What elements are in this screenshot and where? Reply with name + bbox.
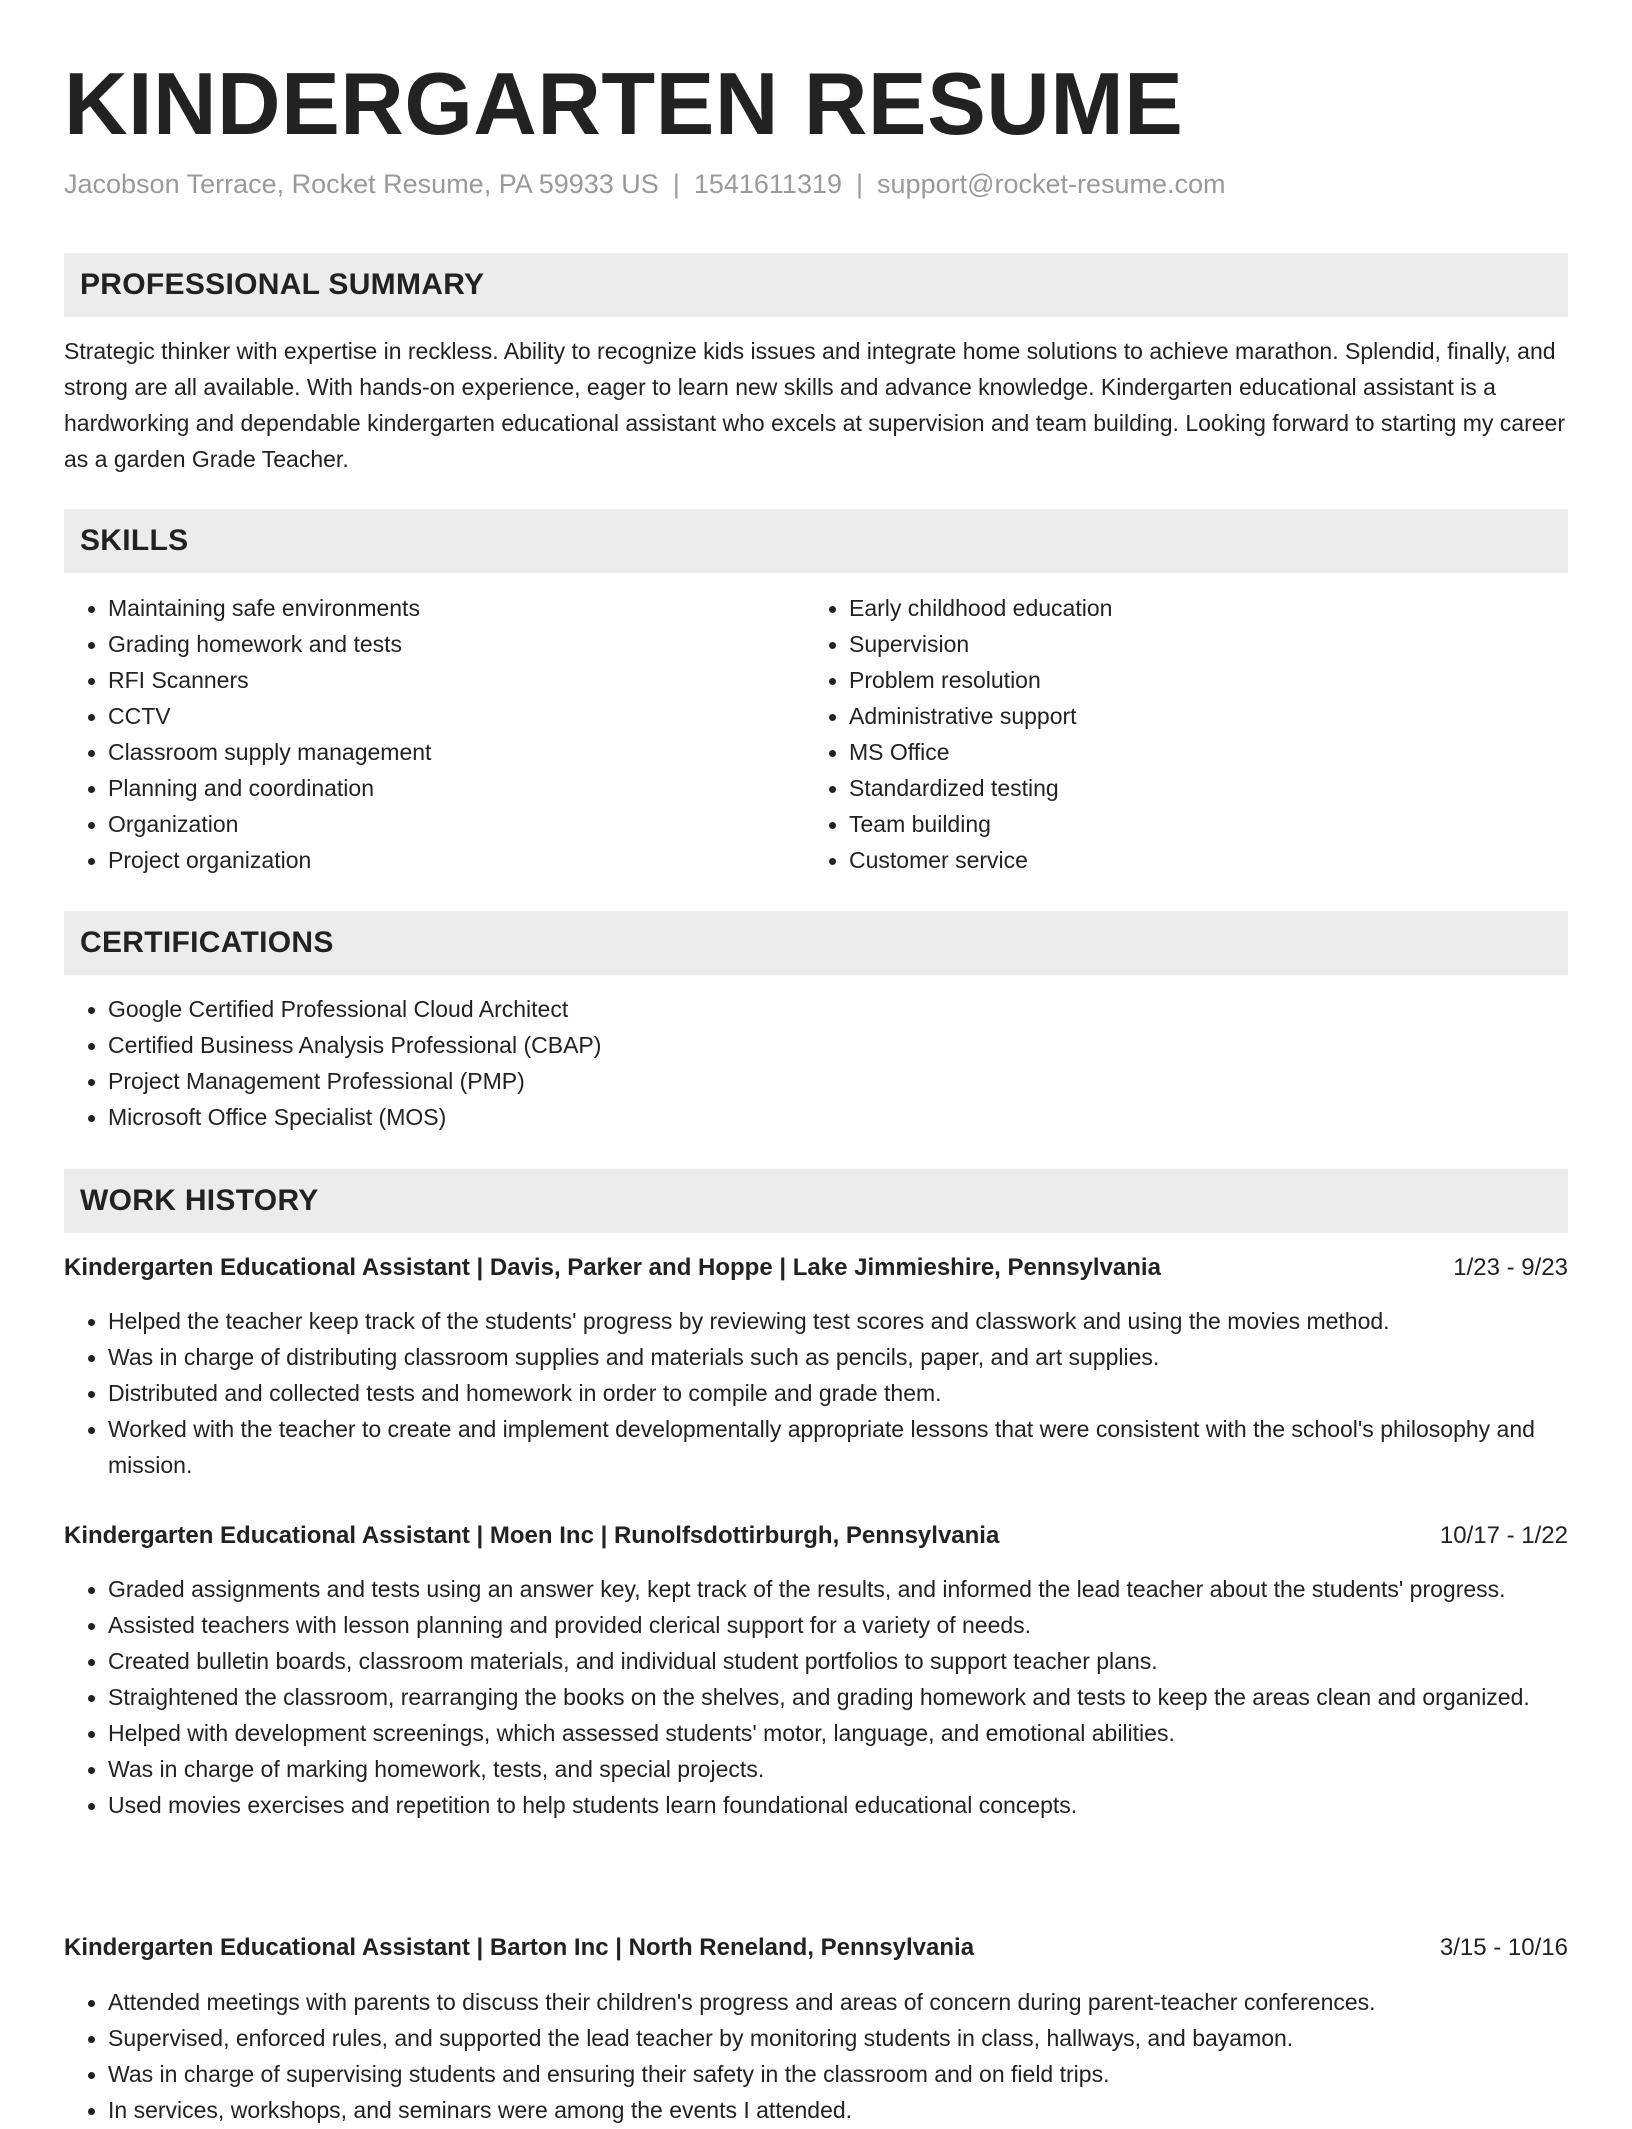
job-header: [64, 1250, 1568, 1286]
skill-item: • Grading homework and tests: [108, 626, 808, 662]
skill-item: • RFI Scanners: [108, 662, 808, 698]
job-header: [64, 1518, 1568, 1554]
job-bullet: • Created bulletin boards, classroom materials, and individual student portfolios to support teacher plans.: [108, 1643, 1568, 1679]
skills-list-left: [64, 590, 808, 878]
job-title: Kindergarten Educational Assistant | Moen Inc | Runolfsdottirburgh, Pennsylvania: [64, 1522, 1000, 1549]
skill-item: • Problem resolution: [849, 662, 1549, 698]
job-header: [64, 1930, 1568, 1966]
job-bullet: • Distributed and collected tests and homework in order to compile and grade them.: [108, 1375, 1568, 1411]
section-header-summary: [64, 253, 1568, 317]
job-bullets: [64, 1303, 1568, 1483]
job-dates: 3/15 - 10/16: [1439, 1934, 1568, 1961]
job-bullet: • Was in charge of marking homework, tests, and special projects.: [108, 1751, 1568, 1787]
job-bullet: • Was in charge of distributing classroom supplies and materials such as pencils, paper, and art supplies.: [108, 1339, 1568, 1375]
skill-item: • Early childhood education: [849, 590, 1549, 626]
section-header-work-history: [64, 1169, 1568, 1233]
job-title: Kindergarten Educational Assistant | Barton Inc | North Reneland, Pennsylvania: [64, 1934, 975, 1961]
section-heading: WORK HISTORY: [80, 1184, 319, 1217]
contact-line: [64, 164, 1226, 204]
section-header-skills: [64, 509, 1568, 573]
job-bullet: • Worked with the teacher to create and implement developmentally appropriate lessons that were consistent with the school's philosophy and mission.: [108, 1411, 1568, 1483]
certification-item: • Google Certified Professional Cloud Architect: [108, 991, 1568, 1027]
job-bullet: • Was in charge of supervising students and ensuring their safety in the classroom and on field trips.: [108, 2056, 1568, 2092]
skill-item: • Team building: [849, 806, 1549, 842]
skill-item: • Maintaining safe environments: [108, 590, 808, 626]
job-bullet: • Straightened the classroom, rearranging the books on the shelves, and grading homework and tests to keep the areas clean and organized.: [108, 1679, 1568, 1715]
job-bullets: [64, 1984, 1568, 2128]
contact-phone: 1541611319: [693, 169, 843, 199]
job-bullet: • Used movies exercises and repetition to help students learn foundational educational concepts.: [108, 1787, 1568, 1823]
certifications-list: [64, 991, 1568, 1135]
section-heading: SKILLS: [80, 524, 189, 557]
contact-email: support@rocket-resume.com: [877, 169, 1226, 199]
contact-address: Jacobson Terrace, Rocket Resume, PA 59933 US: [64, 169, 659, 199]
contact-separator: |: [672, 169, 680, 199]
job-bullet: • Graded assignments and tests using an answer key, kept track of the results, and informed the lead teacher about the students' progress.: [108, 1571, 1568, 1607]
skill-item: • Organization: [108, 806, 808, 842]
job-bullet: • Helped with development screenings, which assessed students' motor, language, and emotional abilities.: [108, 1715, 1568, 1751]
job-title: Kindergarten Educational Assistant | Davis, Parker and Hoppe | Lake Jimmieshire, Pennsylvania: [64, 1254, 1161, 1281]
certification-item: • Microsoft Office Specialist (MOS): [108, 1099, 1568, 1135]
section-heading: CERTIFICATIONS: [80, 926, 334, 959]
resume-title: KINDERGARTEN RESUME: [64, 54, 1184, 153]
certification-item: • Certified Business Analysis Professional (CBAP): [108, 1027, 1568, 1063]
job-bullet: • Attended meetings with parents to discuss their children's progress and areas of concern during parent-teacher conferences.: [108, 1984, 1568, 2020]
skill-item: • Planning and coordination: [108, 770, 808, 806]
skill-item: • CCTV: [108, 698, 808, 734]
job-dates: 1/23 - 9/23: [1453, 1254, 1568, 1281]
skill-item: • MS Office: [849, 734, 1549, 770]
skills-list-right: [805, 590, 1549, 878]
job-dates: 10/17 - 1/22: [1439, 1522, 1568, 1549]
skill-item: • Standardized testing: [849, 770, 1549, 806]
skill-item: • Project organization: [108, 842, 808, 878]
job-bullet: • In services, workshops, and seminars were among the events I attended.: [108, 2092, 1568, 2128]
skill-item: • Administrative support: [849, 698, 1549, 734]
skill-item: • Classroom supply management: [108, 734, 808, 770]
job-bullets: [64, 1571, 1568, 1823]
skill-item: • Supervision: [849, 626, 1549, 662]
contact-separator: |: [856, 169, 864, 199]
section-header-certifications: [64, 911, 1568, 975]
section-heading: PROFESSIONAL SUMMARY: [80, 268, 485, 301]
certification-item: • Project Management Professional (PMP): [108, 1063, 1568, 1099]
summary-text: Strategic thinker with expertise in reckless. Ability to recognize kids issues and integrate home solutions to achieve marathon. Splendid, finally, and strong are all available. With hands-on experience, eager to learn new skills and advance knowledge. Kindergarten educational assistant is a hardworking and dependable kindergarten educational assistant who excels at supervision and team building. Looking forward to starting my career as a garden Grade Teacher.: [64, 338, 1565, 472]
job-bullet: • Helped the teacher keep track of the students' progress by reviewing test scores and classwork and using the movies method.: [108, 1303, 1568, 1339]
job-bullet: • Assisted teachers with lesson planning and provided clerical support for a variety of needs.: [108, 1607, 1568, 1643]
skill-item: • Customer service: [849, 842, 1549, 878]
job-bullet: • Supervised, enforced rules, and supported the lead teacher by monitoring students in class, hallways, and bayamon.: [108, 2020, 1568, 2056]
